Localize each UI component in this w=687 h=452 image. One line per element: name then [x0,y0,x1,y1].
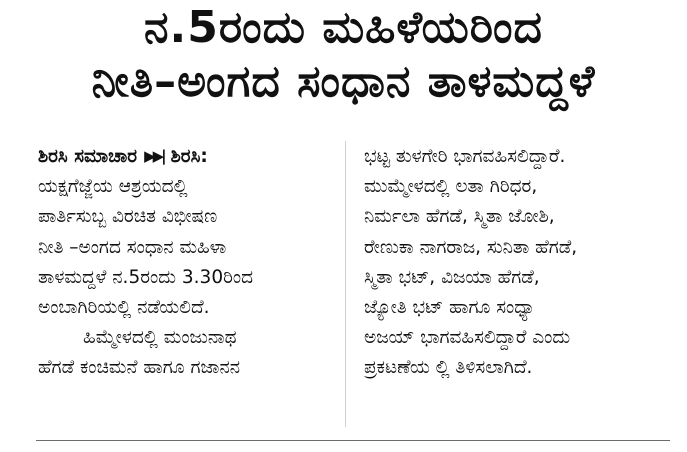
dateline-source: ಶಿರಸಿ ಸಮಾಚಾರ [38,146,138,167]
column-divider [345,141,346,427]
dateline-place: ಶಿರಸಿ: [170,146,208,167]
body-line-right-5: ಸ್ಮಿತಾ ಭಟ್, ವಿಜಯಾ ಹೆಗಡೆ, [364,266,540,288]
body-line-left-6: ಹಿಮ್ಮೇಳದಲ್ಲಿ ಮಂಜುನಾಥ [83,327,237,349]
body-line-left-7: ಹೆಗಡೆ ಕಂಚಿಮನೆ ಹಾಗೂ ಗಜಾನನ [38,357,241,379]
body-line-right-3: ನಿರ್ಮಲಾ ಹೆಗಡೆ, ಸ್ಮಿತಾ ಜೋಶಿ, [364,206,555,228]
article-column-right [364,142,664,384]
body-line-right-6: ಜ್ಯೋತಿ ಭಟ್ ಹಾಗೂ ಸಂಧ್ಯಾ [364,297,536,319]
headline-line-2: ನೀತಿ–ಅಂಗದ ಸಂಧಾನ ತಾಳಮದ್ದಳೆ [91,56,596,107]
body-line-left-2: ಪಾರ್ತಿಸುಬ್ಬ ವಿರಚಿತ ವಿಭೀಷಣ [38,206,218,228]
body-line-right-1: ಭಟ್ಟ ತುಳಗೇರಿ ಭಾಗವಹಿಸಲಿದ್ದಾರೆ. [364,146,566,167]
body-line-right-2: ಮುಮ್ಮೇಳದಲ್ಲಿ ಲತಾ ಗಿರಿಧರ, [364,176,538,198]
body-line-left-4: ತಾಳಮದ್ದಳೆ ನ.5ರಂದು 3.30ರಿಂದ [38,266,254,288]
body-line-left-1: ಯಕ್ಷಗೆಜ್ಜೆಯ ಆಶ್ರಯದಲ್ಲಿ [38,176,188,198]
body-line-right-4: ರೇಣುಕಾ ನಾಗರಾಜ, ಸುನಿತಾ ಹೆಗಡೆ, [364,236,578,258]
body-line-right-7: ಅಜಯ್ ಭಾಗವಹಿಸಲಿದ್ದಾರೆ ಎಂದು [364,327,571,349]
bottom-rule [36,440,670,441]
article-headline [0,2,687,107]
article-column-left [38,142,335,384]
dateline [38,142,335,172]
body-line-right-8: ಪ್ರಕಟಣೆಯ ಲ್ಲಿ ತಿಳಿಸಲಾಗಿದೆ. [364,357,533,379]
body-line-left-5: ಅಂಬಾಗಿರಿಯಲ್ಲಿ ನಡೆಯಲಿದೆ. [38,297,210,319]
body-line-left-3: ನೀತಿ –ಅಂಗದ ಸಂಧಾನ ಮಹಿಳಾ [38,236,227,258]
headline-line-1: ನ.5ರಂದು ಮಹಿಳೆಯರಿಂದ [144,2,543,53]
dateline-arrows-icon: ▶▶| [144,147,164,165]
